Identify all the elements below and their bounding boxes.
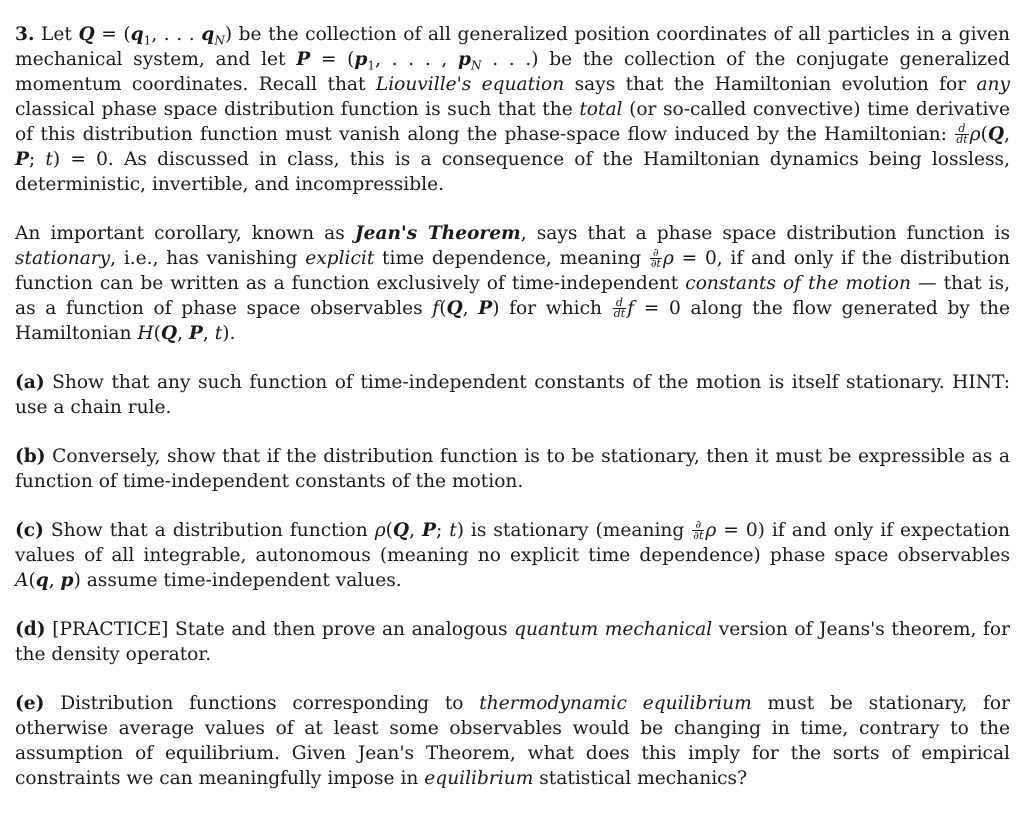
emphasis-text: constants of the motion: [685, 273, 911, 294]
text-span: = 0 along the flow generated by the Hamiltonian: [15, 298, 1011, 344]
math-symbol: ρ: [969, 124, 981, 145]
math-symbol: t: [45, 149, 53, 170]
math-symbol: Q: [78, 24, 95, 45]
math-symbol: Q: [392, 520, 410, 541]
text-span: ,: [48, 570, 61, 591]
fraction-denominator: dt: [613, 306, 626, 320]
text-span: (: [153, 323, 161, 344]
text-span: . . .) be the collection of the conjugate generalized momentum coordinates. Recall that: [15, 49, 1010, 95]
text-span: ,: [1004, 124, 1010, 145]
text-span: must be stationary, for otherwise average values of at least some observables would be changing in time, contrary to the assumption of equilibrium. Given Jean's Theorem, what does this imply for the sorts of empirical constraints we can meaningfully impose in: [15, 693, 1011, 789]
part-label: (e): [15, 693, 45, 714]
text-span: ;: [435, 520, 450, 541]
derivative-fraction: [613, 295, 626, 320]
fraction-denominator: dt: [956, 132, 968, 146]
text-span: ,: [462, 298, 479, 319]
text-span: (: [28, 570, 36, 591]
theorem-paragraph: [15, 221, 1010, 346]
part-e: [15, 691, 1010, 791]
text-span: ).: [222, 323, 236, 344]
derivative-fraction: [955, 121, 968, 146]
fraction-denominator: ∂t: [650, 256, 661, 270]
text-span: , says that a phase space distribution function is: [520, 223, 1011, 244]
math-symbol: f: [432, 298, 440, 319]
text-span: = (: [310, 49, 355, 70]
problem-number: 3.: [15, 24, 35, 45]
text-span: — that is, as a function of phase space observables: [15, 273, 1010, 319]
emphasis-text: stationary: [15, 248, 111, 269]
part-label: (b): [15, 446, 46, 467]
emphasis-text: Liouville's equation: [375, 74, 565, 95]
text-span: ) = 0. As discussed in class, this is a consequence of the Hamiltonian dynamics being lossless, deterministic, invertible, and incompressible.: [15, 149, 1010, 195]
fraction-numerator: d: [613, 298, 626, 309]
fraction-numerator: ∂: [692, 520, 704, 531]
emphasis-text: quantum mechanical: [514, 619, 713, 640]
math-symbol: p: [354, 49, 368, 70]
math-symbol: f: [627, 298, 635, 319]
fraction-numerator: d: [955, 124, 968, 135]
math-symbol: Q: [446, 298, 463, 319]
math-symbol: Q: [160, 323, 178, 344]
math-symbol: p: [458, 49, 472, 70]
text-span: ,: [202, 323, 215, 344]
math-symbol: P: [15, 149, 29, 170]
part-b: [15, 444, 1010, 494]
text-span: says that the Hamiltonian evolution for: [564, 74, 977, 95]
part-a: [15, 370, 1010, 420]
math-subscript: 1: [367, 58, 376, 73]
math-symbol: A: [15, 570, 29, 591]
theorem-name: Jean's Theorem: [354, 223, 521, 244]
text-span: , . . . ,: [375, 49, 459, 70]
text-span: classical phase space distribution function is such that the: [15, 99, 580, 120]
text-span: Show that any such function of time-independent constants of the motion is itself stationary. HINT: use a chain rule.: [15, 372, 1010, 418]
fraction-denominator: ∂t: [693, 528, 704, 542]
emphasis-text: any: [976, 74, 1011, 95]
math-subscript: N: [214, 33, 225, 48]
text-span: Conversely, show that if the distribution function is to be stationary, then it must be expressible as a function of time-independent constants of the motion.: [15, 446, 1010, 492]
text-span: time dependence, meaning: [374, 248, 649, 269]
math-symbol: P: [296, 49, 311, 70]
part-d: [15, 617, 1010, 667]
math-symbol: P: [188, 323, 203, 344]
text-span: ;: [28, 149, 46, 170]
text-span: version of Jeans's theorem, for the density operator.: [15, 619, 1010, 665]
math-symbol: q: [35, 570, 49, 591]
math-subscript: N: [471, 58, 482, 73]
text-span: ) for which: [492, 298, 612, 319]
math-symbol: ρ: [374, 520, 386, 541]
text-span: ) is stationary (meaning: [456, 520, 692, 541]
part-c: [15, 518, 1010, 593]
text-span: Show that a distribution function: [43, 520, 375, 541]
text-span: An important corollary, known as: [15, 223, 355, 244]
math-symbol: ρ: [705, 520, 717, 541]
math-symbol: H: [137, 323, 154, 344]
text-span: = 0) if and only if expectation values of all integrable, autonomous (meaning no explicit time dependence) phase space observables: [15, 520, 1011, 566]
text-span: (: [385, 520, 393, 541]
part-label: (d): [15, 619, 46, 640]
text-span: = (: [94, 24, 131, 45]
partial-derivative-fraction: [692, 517, 704, 542]
text-span: ,: [177, 323, 189, 344]
text-span: statistical mechanics?: [533, 768, 748, 789]
emphasis-text: equilibrium: [424, 768, 534, 789]
math-symbol: q: [201, 24, 215, 45]
math-symbol: p: [60, 570, 74, 591]
math-symbol: P: [421, 520, 436, 541]
intro-paragraph: [15, 22, 1010, 197]
text-span: = 0, if and only if the distribution function can be written as a function exclusively of time-independent: [15, 248, 1010, 294]
text-span: (: [439, 298, 447, 319]
text-span: Distribution functions corresponding to: [44, 693, 480, 714]
emphasis-text: thermodynamic equilibrium: [479, 693, 752, 714]
text-span: [PRACTICE] State and then prove an analogous: [45, 619, 515, 640]
text-span: , i.e., has vanishing: [110, 248, 306, 269]
text-span: Let: [41, 24, 79, 45]
text-span: ) assume time-independent values.: [73, 570, 402, 591]
fraction-numerator: ∂: [650, 248, 662, 259]
text-span: ) be the collection of all generalized position coordinates of all particles in a given mechanical system, and let: [15, 24, 1011, 70]
problem-document: [15, 22, 1010, 791]
text-span: (or so-called convective) time derivative of this distribution function must vanish along the phase-space flow induced by the Hamiltonian:: [15, 99, 1010, 145]
text-span: ,: [409, 520, 422, 541]
partial-derivative-fraction: [650, 245, 662, 270]
part-label: (a): [15, 372, 45, 393]
math-symbol: t: [214, 323, 223, 344]
text-span: , . . .: [151, 24, 202, 45]
math-symbol: ρ: [662, 248, 674, 269]
emphasis-text: total: [579, 99, 623, 120]
emphasis-text: explicit: [305, 248, 375, 269]
part-label: (c): [15, 520, 44, 541]
text-span: (: [980, 124, 988, 145]
math-subscript: 1: [143, 33, 152, 48]
math-symbol: q: [130, 24, 144, 45]
math-symbol: P: [478, 298, 493, 319]
math-symbol: t: [449, 520, 457, 541]
math-symbol: Q: [987, 124, 1005, 145]
